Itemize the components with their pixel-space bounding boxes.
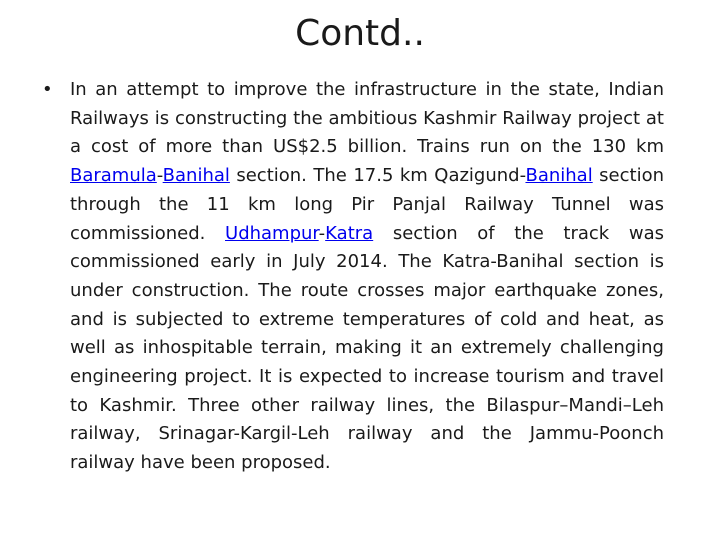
paragraph-text: section through the 11 km long Pir Panjal Railway Tunnel was commissioned. [70,165,664,244]
bullet-icon: • [42,79,53,100]
paragraph-text: section of the track was commissioned early in July 2014. The Katra-Banihal section is under construction. The route crosses major earthquake zones, and is subjected to extreme temperatures of cold and heat, as well as inhospitable terrain, making it an extremely challenging engineering project. It is expected to increase tourism and travel to Kashmir. Three other railway lines, the Bilaspur–Mandi–Leh railway, Srinagar-Kargil-Leh railway and the Jammu-Poonch railway have been proposed. [70,222,664,474]
paragraph-text: section. The 17.5 km Qazigund- [229,165,526,187]
paragraph-text: - [318,222,326,244]
link-banihal[interactable]: Banihal [162,165,230,187]
link-katra[interactable]: Katra [325,222,374,244]
bullet-paragraph [70,79,664,473]
bullet-list [42,76,664,478]
bullet-item [42,76,664,478]
slide-title: Contd.. [295,13,425,54]
paragraph-text: In an attempt to improve the infrastructure in the state, Indian Railways is constructing the ambitious Kashmir Railway project at a cost of more than US$2.5 billion. Trains run on the 130 km [70,79,664,158]
link-banihal[interactable]: Banihal [525,165,593,187]
paragraph-text: - [156,165,163,187]
link-udhampur[interactable]: Udhampur [225,222,319,244]
link-baramula[interactable]: Baramula [70,165,157,187]
